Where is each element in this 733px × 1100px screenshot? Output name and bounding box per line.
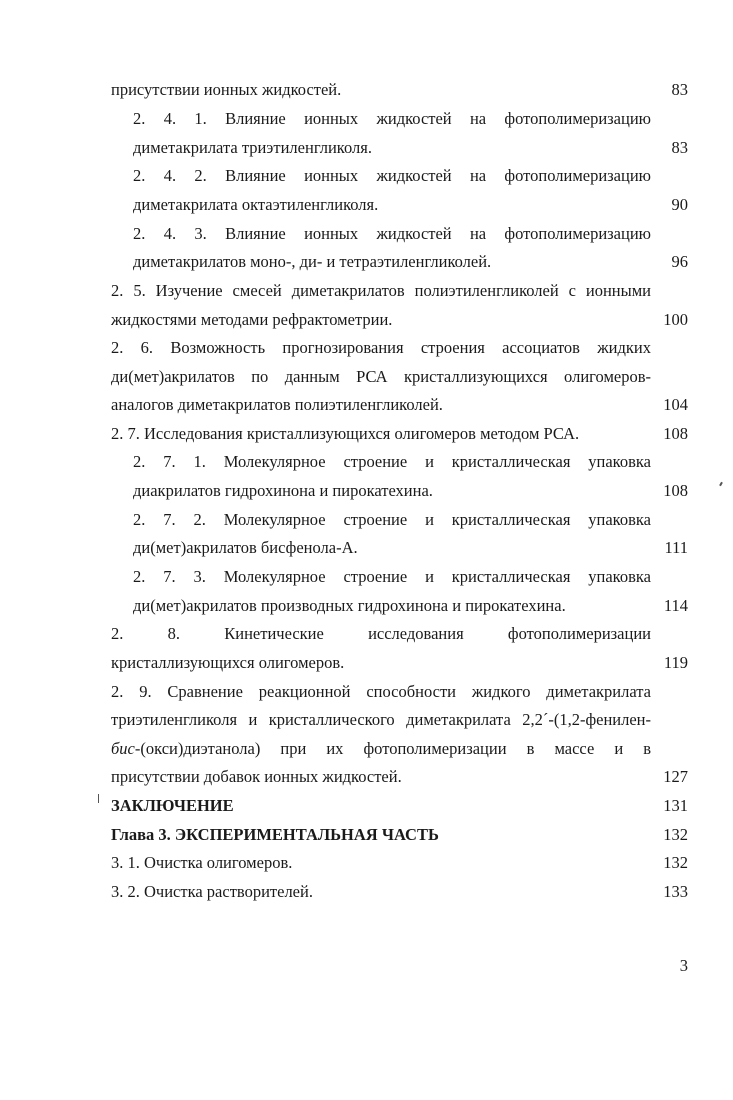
toc-entry-text: ди(мет)акрилатов производных гидрохинона и пирокатехина. (133, 596, 566, 615)
toc-entry-text: 2. 4. 3. Влияние ионных жидкостей на фотополимеризацию (133, 224, 651, 243)
toc-entry-text: 2. 9. Сравнение реакционной способности жидкого диметакрилата (111, 682, 651, 701)
toc-page-number: 90 (671, 195, 688, 214)
toc-page-number: 114 (663, 596, 688, 615)
toc-entry-text: кристаллизующихся олигомеров. (111, 653, 345, 672)
toc-entry-text (111, 739, 651, 759)
toc-entry-text: диметакрилатов моно-, ди- и тетраэтиленгликолей. (133, 252, 492, 271)
toc-entry-text: присутствии добавок ионных жидкостей. (111, 767, 402, 786)
toc-page-number: 127 (663, 767, 688, 786)
toc-entry-text: 2. 7. Исследования кристаллизующихся олигомеров методом РСА. (111, 424, 580, 443)
toc-page-number: 131 (663, 796, 688, 815)
toc-entry-text: 2. 7. 2. Молекулярное строение и кристаллическая упаковка (133, 510, 651, 529)
toc-entry-text: 3. 1. Очистка олигомеров. (111, 853, 293, 872)
toc-entry-text: диметакрилата октаэтиленгликоля. (133, 195, 379, 214)
page-number: 3 (679, 956, 688, 975)
toc-heading: ЗАКЛЮЧЕНИЕ (111, 796, 234, 815)
toc-page-number: 132 (663, 853, 688, 872)
toc-heading: Глава 3. ЭКСПЕРИМЕНТАЛЬНАЯ ЧАСТЬ (111, 825, 439, 844)
scan-speck (719, 482, 723, 486)
toc-entry-text: 2. 8. Кинетические исследования фотополимеризации (111, 624, 651, 643)
toc-page-number: 108 (663, 481, 688, 500)
toc-entry-text: 2. 4. 1. Влияние ионных жидкостей на фотополимеризацию (133, 109, 651, 128)
italic-fragment: бис (111, 739, 135, 758)
toc-page-number: 104 (663, 395, 688, 414)
toc-entry-text: ди(мет)акрилатов по данным РСА кристаллизующихся олигомеров- (111, 367, 651, 386)
text-fragment: -(окси)диэтанола) при их фотополимеризации в массе и в (134, 739, 651, 758)
toc-page-number: 83 (671, 80, 688, 99)
toc-page-number: 108 (663, 424, 688, 443)
toc-page-number: 83 (671, 138, 688, 157)
scan-speck (98, 794, 99, 803)
toc-page-number: 96 (671, 252, 688, 271)
toc-page-number: 100 (663, 310, 688, 329)
toc-entry-text: триэтиленгликоля и кристаллического диметакрилата 2,2´-(1,2-фенилен- (111, 710, 651, 729)
toc-page-number: 111 (664, 538, 688, 557)
toc-entry-text: присутствии ионных жидкостей. (111, 80, 342, 99)
toc-entry-text: 2. 5. Изучение смесей диметакрилатов полиэтиленгликолей с ионными (111, 281, 651, 300)
toc-entry-text: жидкостями методами рефрактометрии. (111, 310, 393, 329)
toc-entry-text: 3. 2. Очистка растворителей. (111, 882, 313, 901)
toc-entry-text: 2. 7. 3. Молекулярное строение и кристаллическая упаковка (133, 567, 651, 586)
toc-entry-text: 2. 7. 1. Молекулярное строение и кристаллическая упаковка (133, 452, 651, 471)
toc-entry-text: аналогов диметакрилатов полиэтиленгликолей. (111, 395, 443, 414)
toc-entry-text: ди(мет)акрилатов бисфенола-А. (133, 538, 358, 557)
toc-page-number: 119 (663, 653, 688, 672)
toc-page-number: 132 (663, 825, 688, 844)
toc-entry-text: диметакрилата триэтиленгликоля. (133, 138, 372, 157)
toc-entry-text: 2. 4. 2. Влияние ионных жидкостей на фотополимеризацию (133, 166, 651, 185)
toc-entry-text: 2. 6. Возможность прогнозирования строения ассоциатов жидких (111, 338, 651, 357)
toc-page-number: 133 (663, 882, 688, 901)
toc-entry-text: диакрилатов гидрохинона и пирокатехина. (133, 481, 433, 500)
